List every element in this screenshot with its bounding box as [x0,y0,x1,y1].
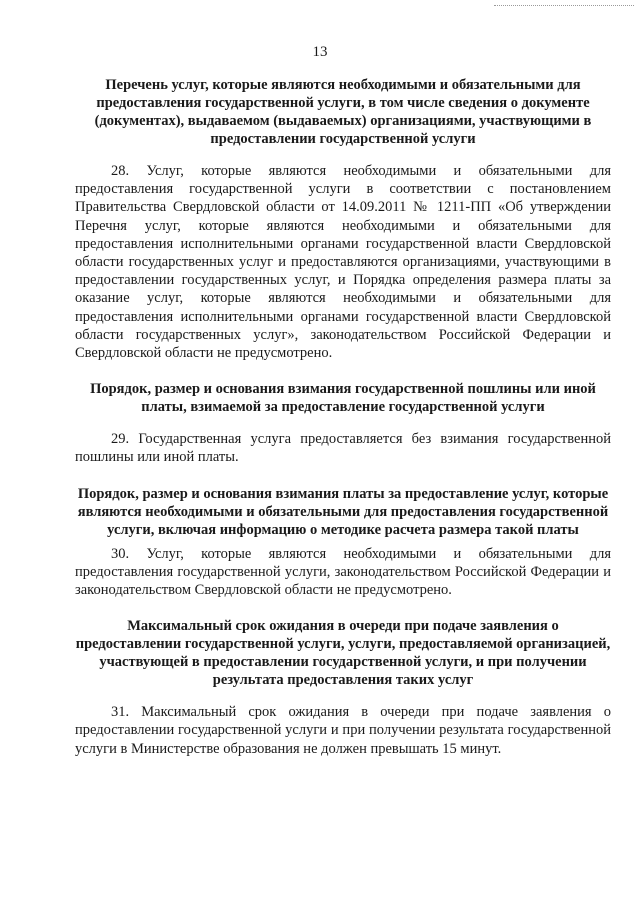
section-heading-state-fee: Порядок, размер и основания взимания государственной пошлины или иной платы, взимаемой за предоставление государственной услуги [90,381,596,416]
section-heading-queue-time: Максимальный срок ожидания в очереди при подаче заявления о предоставлении государственной услуги, услуги, предоставляемой организацией, участвующей в предоставлении государственной услуги, и при получении результата предоставления таких услуг [75,618,611,689]
paragraph-31: 31. Максимальный срок ожидания в очереди при подаче заявления о предоставлении государственной услуги и при получении результата государственной услуги в Министерстве образования не должен превышать 15 минут. [75,704,611,757]
paragraph-28: 28. Услуг, которые являются необходимыми и обязательными для предоставления государственной услуги в соответствии с постановлением Правительства Свердловской области от 14.09.2011 № 1211-ПП «Об утверждении Перечня услуг, которые являются необходимыми и обязательными для предоставления исполнительными органами государственной власти Свердловской области государственных услуг и предоставляются организациями, участвующими в предоставлении государственных услуг, и Порядка определения размера платы за оказание услуг, которые являются необходимыми и обязательными для предоставления исполнительными органами государственной власти Свердловской области государственных услуг», законодательством Российской Федерации и Свердловской области не предусмотрено. [75,163,611,362]
section-heading-required-services: Перечень услуг, которые являются необходимыми и обязательными для предоставления государственной услуги, в том числе сведения о документе (документах), выдаваемом (выдаваемых) организациями, участвующими в предоставлении государственной услуги [94,77,592,147]
paragraph-29: 29. Государственная услуга предоставляется без взимания государственной пошлины или иной платы. [75,431,611,466]
page-number: 13 [312,44,328,60]
document-body [75,76,611,758]
section-heading-service-payment: Порядок, размер и основания взимания платы за предоставление услуг, которые являются необходимыми и обязательными для предоставления государственной услуги, включая информацию о методике расчета размера такой платы [77,485,609,538]
scan-edge-mark [494,5,634,7]
paragraph-30: 30. Услуг, которые являются необходимыми и обязательными для предоставления государственной услуги, законодательством Российской Федерации и законодательством Свердловской области не предусмотрено. [75,545,611,599]
